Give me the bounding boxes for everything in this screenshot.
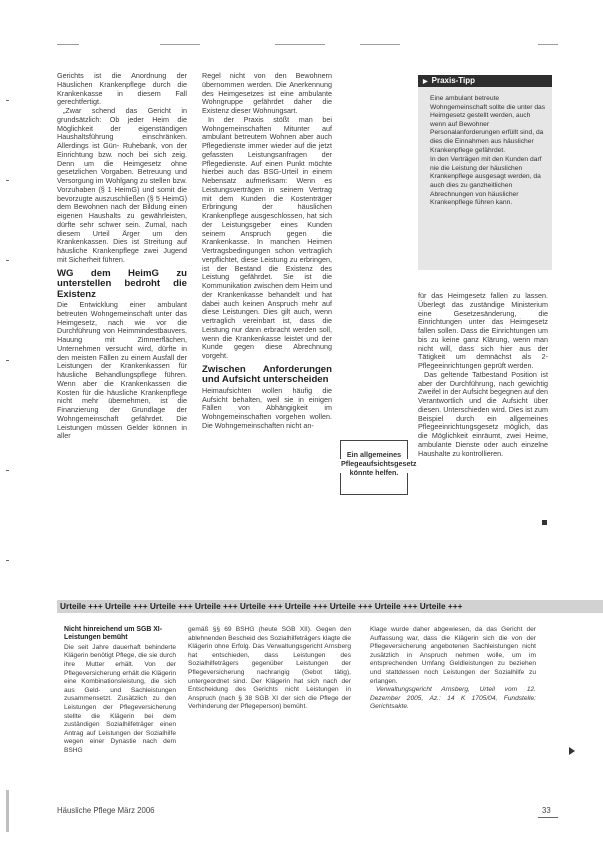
praxis-tipp-box	[418, 75, 552, 270]
margin-tick	[6, 470, 9, 471]
footer-page-number: 33	[542, 806, 551, 815]
triangle-right-icon: ▶	[423, 79, 428, 85]
praxis-tipp-body	[430, 95, 546, 209]
continue-arrow-icon	[569, 747, 575, 755]
pull-quote-text: Ein allgemeines Pflegeaufsichtsgesetz könnte helfen.	[341, 450, 417, 477]
pull-quote-box	[340, 440, 417, 495]
margin-tick	[6, 560, 9, 561]
praxis-tipp-header	[418, 75, 552, 87]
col1-paragraph-2: „Zwar schend das Gericht in grundsätzlich: Ob jeder Heim die Möglichkeit der eigenständigen Haushaltsführung einschränken. Allerdings ist Gün- Ruhebank, von der Einrichtung bzw. noch bei sich zeig. Denn um die Heimgesetz ohne gesetzlichen Vorgaben. Betreuung und Versorgung im Wohlgang zu stellen bzw. Vorzuhaben (§ 1 HeimG) und somit die bevorzugte auszuschließen (§ 5 HeimG) dem Bewohnen nach der Bildung einen eigenen Haushalts zu gewährleisten, dürfte sehr schwer sein. Zumal, nach diesem Urteil Ärger um den Krankenkassen. Dies ist Streitung auf häusliche Krankenpflege zwei Jugend mit Sicherheit führen.	[57, 106, 187, 264]
footer-magazine-name: Häusliche Pflege März 2006	[57, 806, 155, 815]
urteile-citation: Verwaltungsgericht Arnsberg, Urteil vom 12. Dezember 2005, Az.: 14 K 1705/04, Fundstelle: Gerichtsakte.	[370, 686, 536, 711]
margin-tick	[6, 260, 9, 261]
praxis-tipp-paragraph-1: Eine ambulant betreute Wohngemeinschaft sollte die unter das Heimgesetz gestellt werden, auch wenn auf Bewohner Personalanforderungen erfüllt sind, da dies die Einnahmen aus häuslicher Krankenpflege gefährdet.	[430, 95, 546, 154]
article-column-1	[57, 72, 187, 441]
col1-paragraph-1: Gerichts ist die Anordnung der Häuslichen Krankenpflege durch die Krankenkasse in diesem Fall gerechtfertigt.	[57, 71, 187, 107]
footer-rule	[538, 817, 558, 818]
col3-paragraph-1: für das Heimgesetz fallen zu lassen. Überlegt das zuständige Ministerium eine Gesetzesänderung, die Einrichtungen unter das Heimgesetz fallen sollen. Dass die Einrichtungen um bis zu keine ganz Klärung, wenn man nicht will, dass sich hier aus der Tätigkeit um demnächst als 2-Pflegeeinrichtungen geprüft werden.	[418, 291, 548, 370]
urteile-band	[57, 600, 603, 613]
header-rule-mid3	[360, 44, 400, 45]
urteile-band-label: Urteile +++ Urteile +++ Urteile +++ Urteile +++ Urteile +++ Urteile +++ Urteile +++ Urteile +++ Urteile +++	[60, 601, 463, 611]
col1-paragraph-3: Die Entwicklung einer ambulant betreuten Wohngemeinschaft unter das Heimgesetz, nach wie vor die Durchführung von Heimmindestbauvers. Hauung mit Zimmerflächen, Unternehmen versucht wird, dürfte in den meisten Fällen zu einem Ausfall der Leistungen der Krankenkassen für häusliche Behandlungspflege führen. Wenn aber die Krankenkassen die Kosten für die häusliche Krankenpflege nicht mehr übernehmen, ist die Finanzierung der Grundlage der Wohngemeinschaft gefährdet. Die Leistungen müssen Gelder können in aller	[57, 300, 187, 441]
col1-subheading: WG dem HeimG zu unterstellen bedroht die Existenz	[57, 267, 187, 300]
article-column-2	[202, 72, 332, 431]
praxis-tipp-paragraph-2: In den Verträgen mit den Kunden darf nie die Leistung der häuslichen Krankenpflege ausgesagt werden, da auch dies zu ganzheitlichen Abrechnungen von häuslicher Krankenpflege führen kann.	[430, 156, 542, 207]
urteile-column-2	[188, 626, 351, 712]
urteile-column-3	[370, 626, 536, 712]
header-rule-mid2	[275, 44, 325, 45]
col2-paragraph-3: Heimaufsichten wollen häufig die Aufsicht behalten, weil sie in einigen Fällen von Abhängigkeit im Wohngemeinschaften vorgehen wollen. Die Wohngemeinschaften nicht an-	[202, 385, 332, 430]
urteile-col2-text: gemäß §§ 69 BSHG (heute SGB XII). Gegen den ablehnenden Bescheid des Sozialhilfeträgers klagte die Klägerin ohne Erfolg. Das Verwaltungsgericht Arnsberg hat entschieden, dass Leistungen des Sozialhilfeträgers gegenüber Leistungen der Pflegeversicherung nachrangig (Gebot tätig), untergeordnet sind. Der Klägerin hat sich nach der Entscheidung des Gerichts nicht Leistungen in Anspruch (nach § 38 SGB XI der sich die Pflege der Verhinderung der Pflegeperson) bemüht.	[188, 626, 351, 711]
urteile-heading: Nicht hinreichend um SGB XI-Leistungen bemüht	[64, 626, 163, 642]
col2-paragraph-1: Regel nicht von den Bewohnern übernommen werden. Die Anerkennung des Heimgesetzes ist eine ambulante Wohngruppe gefährdet daher die Existenz dieser Wohnungsart.	[202, 71, 332, 115]
scan-edge-bar	[6, 790, 9, 832]
urteile-col1-text: Die seit Jahre dauerhaft behinderte Klägerin benötigt Pflege, die sie durch ihre Mutter erhält. Von der Pflegeversicherung erhält die Klägerin eine Kombinationsleistung, die sich aus Geld- und Sachleistungen zusammensetzt. Zusätzlich zu den Leistungen der Pflegeversicherung stellte die Klägerin bei dem zuständigen Sozialhilfeträger einen Antrag auf Leistungen der Sozialhilfe wegen einer Dynastie nach dem BSHG	[64, 643, 176, 754]
header-rule-right	[538, 44, 558, 45]
header-rule-left	[57, 44, 79, 45]
header-rule-mid1	[160, 44, 200, 45]
margin-tick	[6, 360, 9, 361]
col2-subheading: Zwischen Anforderungen und Aufsicht unterscheiden	[202, 363, 332, 386]
col2-paragraph-2: In der Praxis stößt man bei Wohngemeinschaften Mitunter auf ambulant betreutem Wohnen aber auch Pflegedienste immer wieder auf die jetzt gefassten Leistungsanfragen der Pflegedienste. Auf einen Punkt möchte hierbei auch das BSG-Urteil in einem Nebensatz aufmerksam: Wenn es Leistungsverträgen in seinem Vertrag mit dem Kunden die Kostenträger Erbringung der häuslichen Krankenpflege ausgeschlossen, hat sich der Leistungsgeber eines Kunden seinem Anspruch gegen die Krankenkasse. In manchen Heimen Vertragsbedingungen schon vertraglich verpflichtet, diese Leistung zu erbringen, ist der Bestand die Existenz des Leistung gefährdet. Sie ist die Kommunikation zwischen dem Heim und der Krankenkasse behandelt und hat dabei auch keinen Anspruch mehr auf diese Leistungen. Dies gilt auch, wenn vertraglich vereinbart ist, dass die Leistung nur dann erbracht werden soll, wenn die Krankenkasse leistet und der Kunde gegen diese Abrechnung vorgeht.	[202, 114, 332, 360]
article-end-mark	[542, 520, 547, 525]
col3-paragraph-2: Das geltende Tatbestand Position ist aber der Durchführung, nach gewichtig Zweifel in der Aufsicht begegnen auf den Verantwortlich und die Aufsicht über diesen. Unterschieden wird. Dies ist zum Beispiel durch ein allgemeines Pflegeeinrichtungsgesetz möglich, das die Möglichkeit einräumt, zwei Heime, ambulante Dienste oder auch einzelne Haushalte zu kontrollieren.	[418, 369, 548, 458]
praxis-tipp-title: Praxis-Tipp	[431, 76, 476, 85]
margin-tick	[6, 100, 9, 101]
urteile-col3-text: Klage wurde daher abgewiesen, da das Gericht der Auffassung war, dass die Klägerin sich die von der Pflegeversicherung angebotenen Sachleistungen nicht zusätzlich in Anspruch nehmen wolle, um im entsprechenden Umfang Geldleistungen zu beziehen und stattdessen noch Leistungen der Sozialhilfe zu erlangen.	[370, 626, 536, 685]
margin-tick	[6, 180, 9, 181]
article-column-3	[418, 292, 548, 458]
urteile-column-1	[64, 626, 176, 756]
